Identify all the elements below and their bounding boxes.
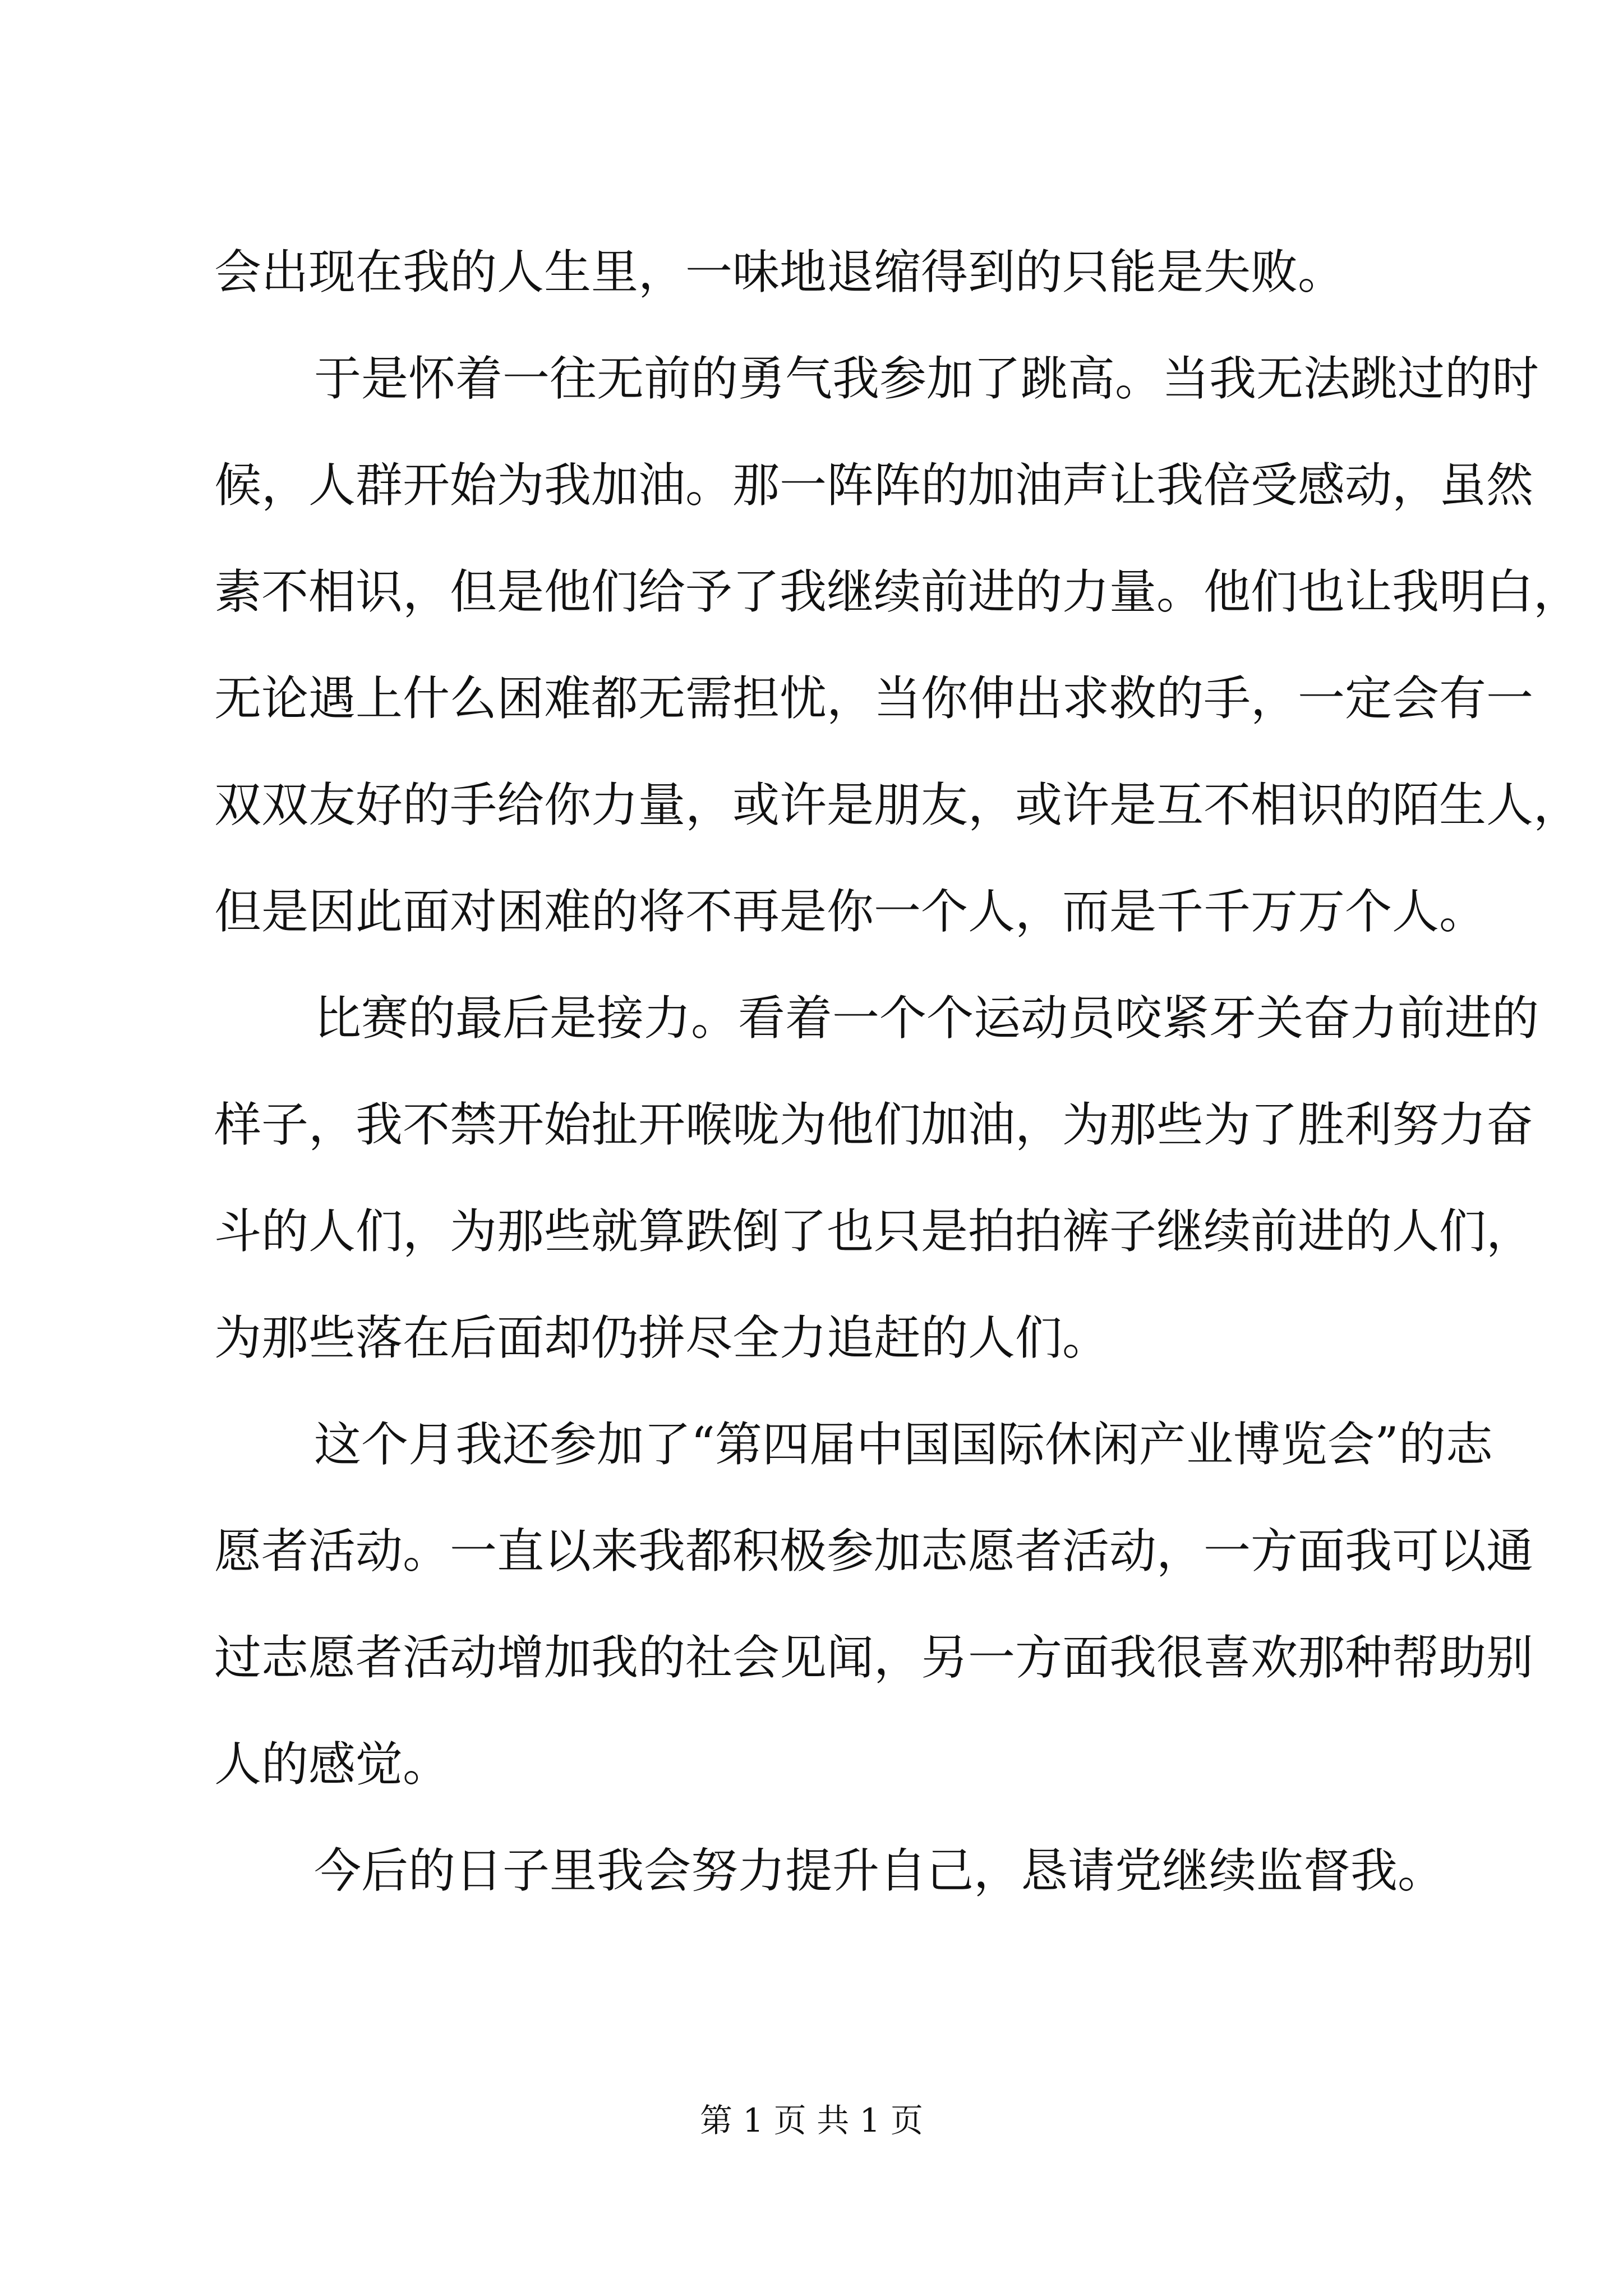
document-body — [214, 219, 1581, 1924]
text-line: 为那些落在后面却仍拼尽全力追赶的人们。 — [214, 1310, 1110, 1365]
text-line: 会出现在我的人生里，一味地退缩得到的只能是失败。 — [214, 245, 1345, 300]
text-line: 样子，我不禁开始扯开喉咙为他们加油，为那些为了胜利努力奋 — [214, 1097, 1534, 1152]
text-line: 比赛的最后是接力。看着一个个运动员咬紧牙关奋力前进的 — [314, 991, 1539, 1046]
text-line: 愿者活动。一直以来我都积极参加志愿者活动，一方面我可以通 — [214, 1524, 1534, 1579]
text-line: 于是怀着一往无前的勇气我参加了跳高。当我无法跳过的时 — [314, 351, 1539, 406]
text-line: 无论遇上什么困难都无需担忧，当你伸出求救的手，一定会有一 — [214, 671, 1534, 726]
text-line: 候，人群开始为我加油。那一阵阵的加油声让我倍受感动，虽然 — [214, 458, 1534, 513]
page-footer — [0, 2098, 1623, 2143]
text-line: 但是因此面对困难的将不再是你一个人，而是千千万万个人。 — [214, 884, 1487, 939]
text-line: 今后的日子里我会努力提升自己，恳请党继续监督我。 — [314, 1843, 1445, 1898]
text-line: 双双友好的手给你力量，或许是朋友，或许是互不相识的陌生人， — [214, 777, 1581, 832]
text-line: 这个月我还参加了“第四届中国国际休闲产业博览会”的志 — [314, 1417, 1493, 1472]
text-line: 素不相识，但是他们给予了我继续前进的力量。他们也让我明白， — [214, 564, 1581, 619]
text-line: 斗的人们，为那些就算跌倒了也只是拍拍裤子继续前进的人们， — [214, 1204, 1534, 1259]
page-number-label: 第 1 页 共 1 页 — [700, 2101, 923, 2139]
text-line: 人的感觉。 — [214, 1737, 450, 1792]
text-line: 过志愿者活动增加我的社会见闻，另一方面我很喜欢那种帮助别 — [214, 1630, 1534, 1685]
